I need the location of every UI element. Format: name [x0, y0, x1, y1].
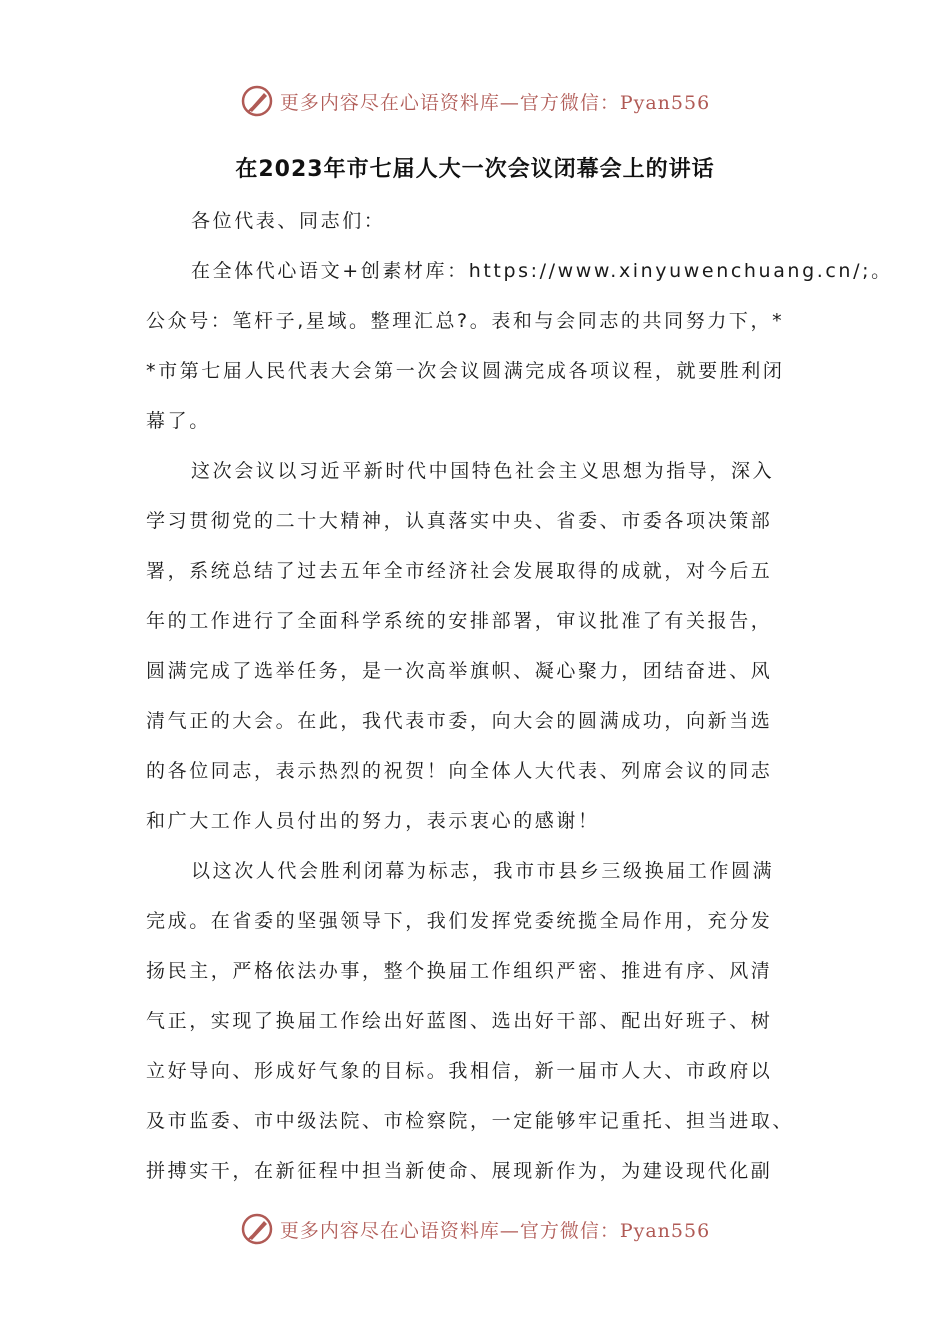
paragraph-line: 及市监委、市中级法院、市检察院，一定能够牢记重托、担当进取、 [146, 1110, 795, 1132]
paragraph-line: 扬民主，严格依法办事，整个换届工作组织严密、推进有序、风清 [146, 960, 773, 982]
paragraph-3 [146, 846, 826, 1196]
paragraph-line: 年的工作进行了全面科学系统的安排部署，审议批准了有关报告， [146, 610, 773, 632]
paragraph-line: 清气正的大会。在此，我代表市委，向大会的圆满成功，向新当选 [146, 710, 773, 732]
document-body [146, 196, 893, 1196]
paragraph-line: 在全体代心语文+创素材库：https://www.xinyuwenchuang.cn/;。 [191, 260, 893, 282]
paragraph-line: 气正，实现了换届工作绘出好蓝图、选出好干部、配出好班子、树 [146, 1010, 773, 1032]
banner-text: 更多内容尽在心语资料库—官方微信：Pyan556 [279, 91, 711, 114]
paragraph-line: 立好导向、形成好气象的目标。我相信，新一届市人大、市政府以 [146, 1060, 773, 1082]
document-title: 在2023年市七届人大一次会议闭幕会上的讲话 [235, 157, 715, 182]
quill-pen-logo-icon [240, 84, 274, 118]
footer-banner [0, 1212, 950, 1246]
paragraph-line: 圆满完成了选举任务，是一次高举旗帜、凝心聚力，团结奋进、风 [146, 660, 773, 682]
paragraph-line: 学习贯彻党的二十大精神，认真落实中央、省委、市委各项决策部 [146, 510, 773, 532]
paragraph-line: 以这次人代会胜利闭幕为标志，我市市县乡三级换届工作圆满 [191, 860, 775, 882]
header-banner [0, 84, 950, 118]
paragraph-2 [146, 446, 826, 846]
paragraph-line: 这次会议以习近平新时代中国特色社会主义思想为指导，深入 [191, 460, 775, 482]
paragraph-line: 署，系统总结了过去五年全市经济社会发展取得的成就，对今后五 [146, 560, 773, 582]
paragraph-line: 公众号：笔杆子,星域。整理汇总?。表和与会同志的共同努力下，* [146, 310, 785, 332]
paragraph-line: 的各位同志，表示热烈的祝贺！向全体人大代表、列席会议的同志 [146, 760, 773, 782]
paragraph-line: *市第七届人民代表大会第一次会议圆满完成各项议程，就要胜利闭 [146, 360, 785, 382]
paragraph-line: 拼搏实干，在新征程中担当新使命、展现新作为，为建设现代化副 [146, 1160, 773, 1182]
paragraph-line: 幕了。 [146, 410, 211, 432]
paragraph-1 [146, 246, 893, 446]
banner-text: 更多内容尽在心语资料库—官方微信：Pyan556 [279, 1219, 711, 1242]
paragraph-line: 完成。在省委的坚强领导下，我们发挥党委统揽全局作用，充分发 [146, 910, 773, 932]
salutation: 各位代表、同志们： [191, 210, 386, 232]
paragraph-line: 和广大工作人员付出的努力，表示衷心的感谢！ [146, 810, 600, 832]
quill-pen-logo-icon [240, 1212, 274, 1246]
